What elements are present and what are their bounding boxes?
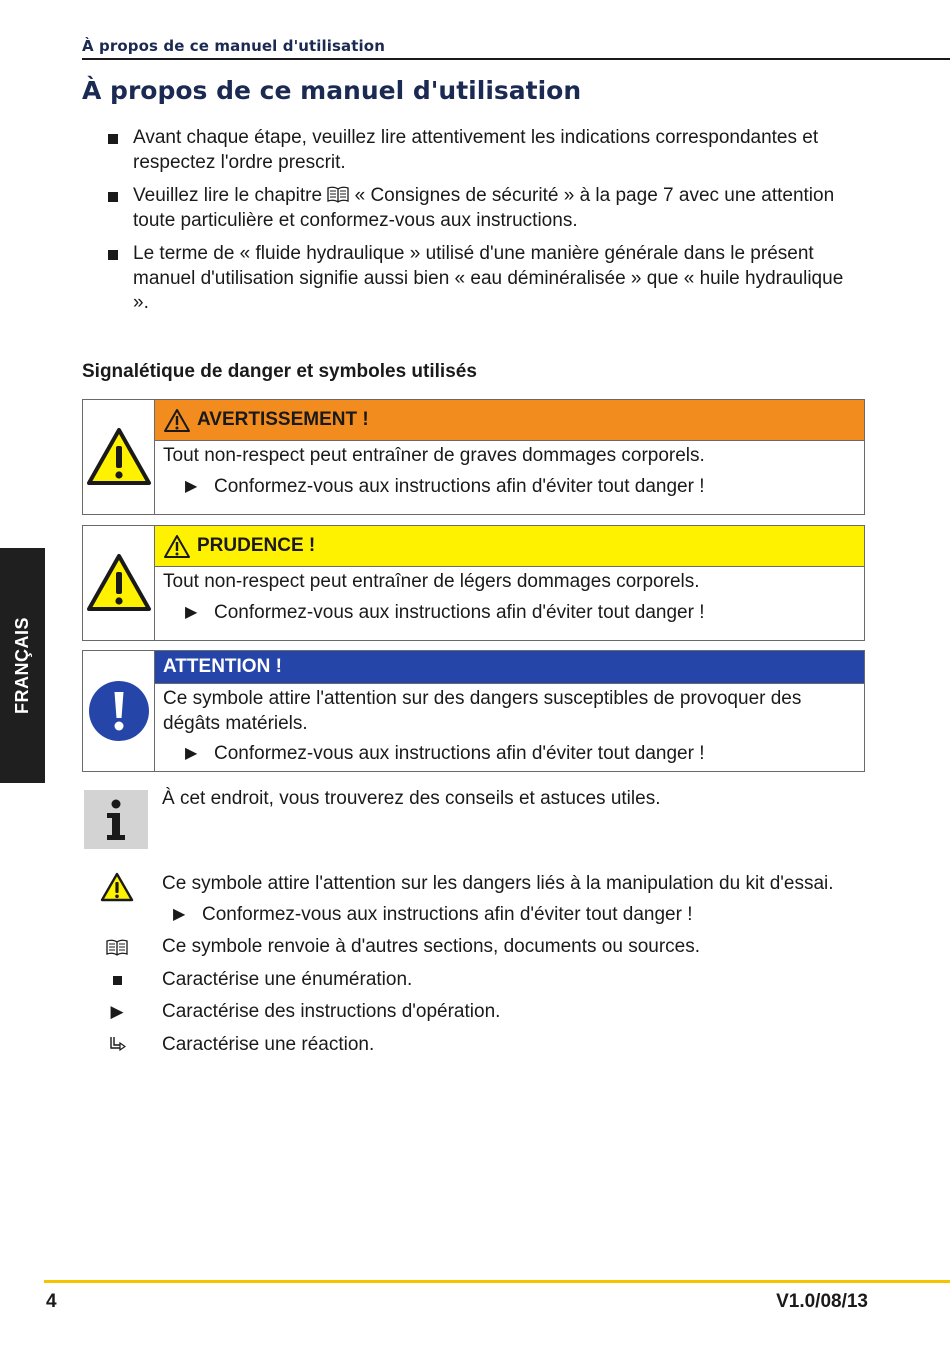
caution-instruction: Conformez-vous aux instructions afin d'éviter tout danger ! — [214, 601, 705, 623]
warning-label: AVERTISSEMENT ! — [197, 409, 369, 430]
legend-row-operation — [100, 1000, 860, 1025]
warning-triangle-icon — [163, 408, 191, 433]
intro-bullet-2-text-after: « Consignes de sécurité » à la page 7 avec une attention toute particulière et conformez-vous aux instructions. — [133, 185, 835, 231]
version-label: V1.0/08/13 — [776, 1291, 868, 1312]
list-item — [108, 126, 853, 175]
attention-icon-column — [83, 651, 155, 771]
reaction-arrow-icon — [108, 1035, 126, 1055]
legend-reference-text: Ce symbole renvoie à d'autres sections, documents ou sources. — [162, 936, 701, 957]
triangle-arrow-icon: ▶ — [173, 905, 186, 923]
square-bullet-icon — [113, 976, 122, 985]
page-number: 4 — [46, 1291, 57, 1312]
attention-box — [82, 650, 865, 772]
warning-body — [155, 400, 864, 514]
warning-instruction: Conformez-vous aux instructions afin d'éviter tout danger ! — [214, 475, 705, 497]
caution-body — [155, 526, 864, 640]
attention-instruction-row — [163, 742, 856, 767]
tips-text: À cet endroit, vous trouverez des conseils et astuces utiles. — [162, 788, 661, 809]
caution-content — [155, 567, 864, 631]
legend-enumeration-text: Caractérise une énumération. — [162, 968, 413, 990]
intro-bullet-1-text: Avant chaque étape, veuillez lire attentivement les indications correspondantes et respectez l'ordre prescrit. — [133, 127, 819, 173]
warning-instruction-row — [163, 475, 856, 500]
caution-text: Tout non-respect peut entraîner de légers dommages corporels. — [163, 571, 700, 592]
legend-row-reaction — [100, 1033, 860, 1058]
intro-bullet-3-text: Le terme de « fluide hydraulique » utilisé d'une manière générale dans le présent manuel d'utilisation signifie aussi bien « eau déminéralisée » que « huile hydraulique ». — [133, 243, 844, 313]
triangle-arrow-icon: ▶ — [185, 745, 198, 762]
attention-label: ATTENTION ! — [163, 656, 282, 677]
symbol-legend — [100, 872, 860, 1065]
legend-row-reference — [100, 935, 860, 960]
legend-operation-text: Caractérise des instructions d'opération. — [162, 1001, 501, 1022]
section-heading: Signalétique de danger et symboles utilisés — [82, 361, 477, 382]
intro-bullet-2-text-before: Veuillez lire le chapitre — [133, 185, 323, 206]
legend-row-enumeration — [100, 968, 860, 993]
triangle-arrow-icon: ▶ — [185, 603, 198, 621]
info-icon — [84, 790, 148, 849]
exclamation-circle-icon — [88, 680, 150, 742]
legend-reaction-text: Caractérise une réaction. — [162, 1033, 375, 1055]
attention-text: Ce symbole attire l'attention sur des dangers susceptibles de provoquer des dégâts matériels. — [163, 688, 802, 734]
caution-box — [82, 525, 865, 641]
header-rule — [82, 58, 950, 60]
warning-triangle-icon — [163, 534, 191, 559]
running-header: À propos de ce manuel d'utilisation — [82, 37, 385, 55]
warning-box — [82, 399, 865, 515]
legend-row-hazard — [100, 872, 860, 927]
legend-reaction-icon-wrap — [100, 1035, 134, 1055]
caution-icon-column — [83, 526, 155, 640]
legend-reference-icon-wrap — [100, 938, 134, 956]
language-tab — [0, 548, 45, 783]
attention-instruction: Conformez-vous aux instructions afin d'éviter tout danger ! — [214, 743, 705, 764]
book-icon — [327, 185, 349, 203]
attention-body — [155, 651, 864, 771]
warning-icon-column — [83, 400, 155, 514]
list-item — [108, 242, 853, 316]
warning-content — [155, 441, 864, 505]
warning-band — [155, 400, 864, 441]
legend-enumeration-icon-wrap — [100, 976, 134, 985]
square-bullet-icon — [108, 192, 118, 202]
warning-triangle-icon — [86, 427, 152, 487]
triangle-arrow-icon: ▶ — [185, 477, 198, 495]
page-title: À propos de ce manuel d'utilisation — [82, 76, 582, 105]
caution-label: PRUDENCE ! — [197, 535, 316, 556]
triangle-arrow-icon: ▶ — [110, 1002, 124, 1021]
language-label: FRANÇAIS — [12, 617, 32, 714]
warning-triangle-icon — [100, 872, 134, 902]
legend-hazard-instruction-row — [151, 903, 860, 928]
footer-rule — [44, 1280, 950, 1283]
warning-triangle-icon — [86, 553, 152, 613]
legend-hazard-text: Ce symbole attire l'attention sur les dangers liés à la manipulation du kit d'essai. — [162, 873, 834, 894]
attention-content — [155, 684, 864, 773]
attention-band — [155, 651, 864, 684]
square-bullet-icon — [108, 250, 118, 260]
legend-hazard-instruction: Conformez-vous aux instructions afin d'éviter tout danger ! — [202, 903, 693, 925]
list-item — [108, 184, 853, 233]
caution-instruction-row — [163, 601, 856, 626]
square-bullet-icon — [108, 134, 118, 144]
book-icon — [106, 938, 128, 956]
intro-list — [108, 126, 853, 325]
caution-band — [155, 526, 864, 567]
legend-hazard-icon-wrap — [100, 872, 134, 902]
warning-text: Tout non-respect peut entraîner de graves dommages corporels. — [163, 445, 705, 466]
